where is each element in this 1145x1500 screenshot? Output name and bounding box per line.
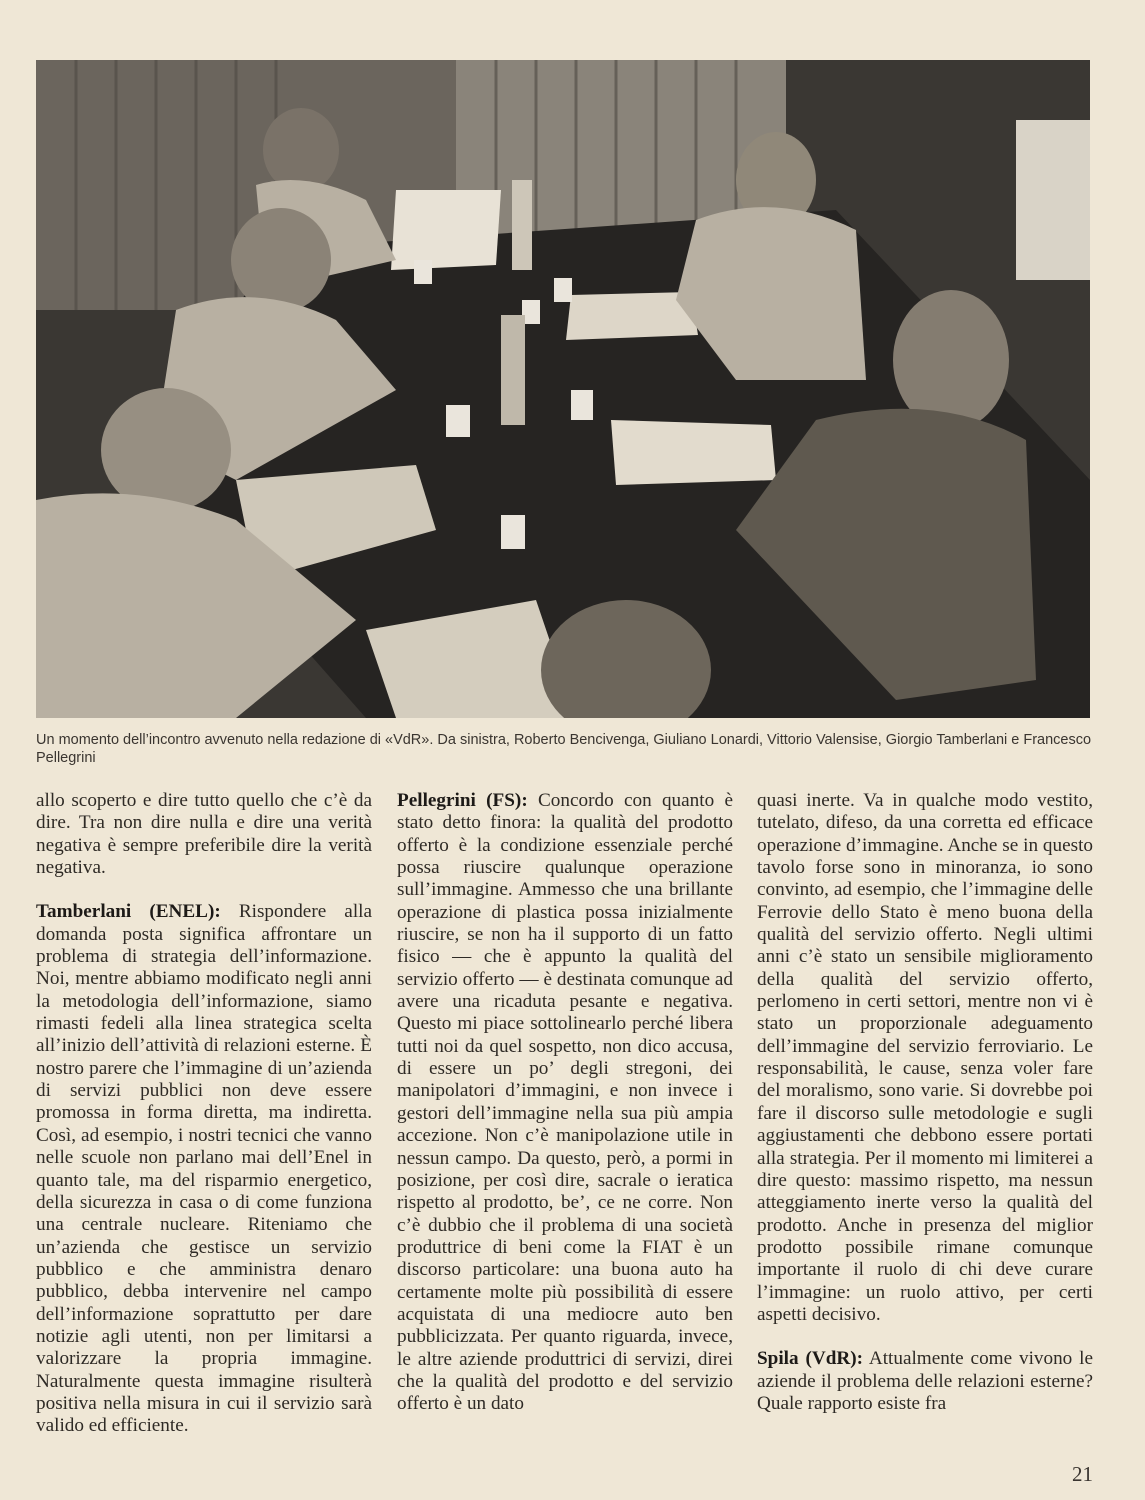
speaker-name: Pellegrini (FS): — [397, 790, 528, 811]
paragraph — [757, 1348, 1093, 1415]
speaker-name: Tamberlani (ENEL): — [36, 901, 221, 923]
paragraph-text: Concordo con quanto è stato detto finora: la qualità del prodotto offerto è la condizione essenziale perché possa riuscire qualunque operazione sull’immagine. Ammesso che una brillante operazione di plastica possa inizialmente riuscire, se non ha il supporto di un fatto fisico — che è appunto la qualità del servizio offerto — è destinata comunque ad avere una ricaduta pesante e negativa. Questo mi piace sottolinearlo perché libera tutti noi da quel sospetto, non dico accusa, di essere un po’ degli stregoni, dei manipolatori d’immagini, e non invece i gestori dell’immagine nella sua più ampia accezione. Non c’è manipolazione utile in nessun campo. Da questo, però, a pormi in posizione, per così dire, sacrale o ieratica rispetto al prodotto, be’, ce ne corre. Non c’è dubbio che il problema di una società produttrice di beni come la FIAT è un discorso particolare: una buona auto ha certamente molte più possibilità di essere acquistata di una mediocre auto ben pubblicizzata. Per quanto riguarda, invece, le altre aziende produttrici di servizi, direi che la qualità del prodotto e del servizio offerto è un dato — [397, 790, 733, 1415]
speaker-name: Spila (VdR): — [757, 1348, 864, 1370]
paragraph-text: quasi inerte. Va in qualche modo vestito, tutelato, difeso, da una corretta ed efficace operazione d’immagine. Anche se in questo tavolo forse sono in minoranza, io sono convinto, ad esempio, che l’immagine delle Ferrovie dello Stato è meno buona della qualità del servizio offerto. Negli ultimi anni c’è stato un sensibile miglioramento della qualità del servizio offerto, perlomeno in certi settori, mentre non vi è stato un proporzionale adeguamento dell’immagine del servizio ferroviario. Le responsabilità, le cause, senza voler fare del moralismo, sono varie. Si dovrebbe poi fare il discorso sulle metodologie e sugli aggiustamenti che debbono essere portati alla strategia. Per il momento mi limiterei a dire questo: massimo rispetto, ma nessun atteggiamento inerte verso la qualità del prodotto. Anche in presenza del miglior prodotto possibile rimane comunque importante il ruolo di chi deve curare l’immagine: un ruolo attivo, per certi aspetti decisivo. — [757, 790, 1093, 1325]
paragraph — [757, 790, 1093, 1326]
paragraph-text: Attualmente come vivono le aziende il problema delle relazioni esterne? Quale rapporto esiste fra — [757, 1348, 1093, 1414]
paragraph — [397, 790, 733, 1416]
text-column-3 — [757, 790, 1093, 1415]
photo-caption: Un momento dell’incontro avvenuto nella redazione di «VdR». Da sinistra, Roberto Bencivenga, Giuliano Lonardi, Vittorio Valensise, Giorgio Tamberlani e Francesco Pellegrini — [36, 732, 1092, 766]
meeting-photo-illustration — [36, 60, 1090, 718]
paragraph-text: allo scoperto e dire tutto quello che c’è da dire. Tra non dire nulla e dire una verità negativa è sempre preferibile dire la verità negativa. — [36, 790, 372, 879]
paragraph-text: Rispondere alla domanda posta significa affrontare un problema di strategia dell’informazione. Noi, mentre abbiamo modificato negli anni la metodologia dell’informazione, siamo rimasti fedeli alla linea strategica scelta all’inizio dell’attività di relazioni esterne. È nostro parere che l’immagine di un’azienda di servizi pubblici non deve essere promossa in forma diretta, ma indiretta. Così, ad esempio, i nostri tecnici che vanno nelle scuole non parlano mai dell’Enel in quanto tale, ma del risparmio energetico, della sicurezza in casa o di come funziona una centrale nucleare. Riteniamo che un’azienda che gestisce un servizio pubblico e che amministra denaro pubblico, debba intervenire nel campo dell’informazione soprattutto per dare notizie agli utenti, non per limitarsi a valorizzare la propria immagine. Naturalmente questa immagine risulterà positiva nella misura in cui il servizio sarà valido ed efficiente. — [36, 901, 372, 1437]
text-column-1 — [36, 790, 372, 1438]
paragraph — [36, 790, 372, 879]
paragraph — [36, 901, 372, 1437]
text-column-2 — [397, 790, 733, 1416]
page-number: 21 — [1072, 1462, 1093, 1486]
meeting-photo — [36, 60, 1090, 718]
